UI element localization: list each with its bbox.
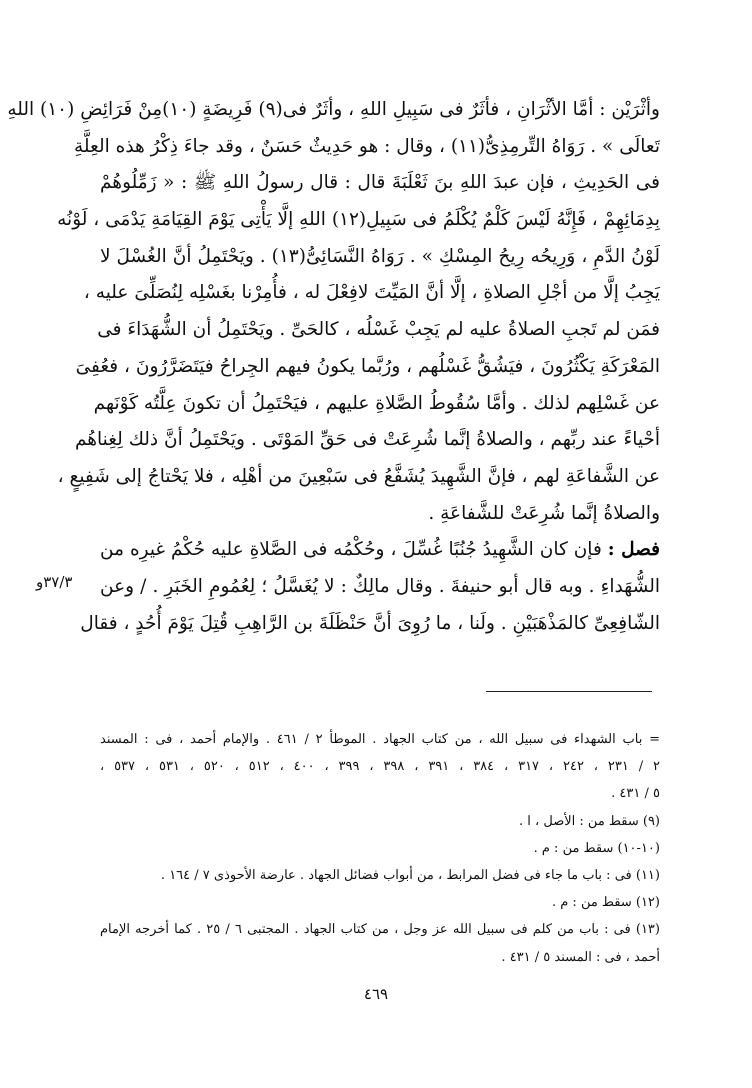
footnote-line: (٩) سقط من : الأصل ، ا . [519, 813, 660, 829]
footnote-line: = باب الشهداء فى سبيل الله ، من كتاب الجهاد . الموطأ ٢ / ٤٦١ . والإمام أحمد ، فى : المسند [100, 732, 660, 747]
manuscript-folio-reference: ٣٧/٣و [36, 573, 73, 591]
text-line: عن غَسْلِهم لذلك . وأمَّا سُقُوطُ الصَّلاةِ عليهم ، فيَحْتَمِلُ أن تكونَ عِلَّتُه كَوْنَهم [93, 392, 660, 414]
text-line: فمَن لم تَجبِ الصلاةُ عليه لم يَجِبْ غَسْلُه ، كالحَىِّ . ويَحْتَمِلُ أن الشُّهَدَاءَ فى [97, 319, 660, 341]
text-line: أحْياءً عند ربِّهم ، والصلاةُ إنَّما شُرِعَتْ فى حَقِّ المَوْتَى . ويَحْتَمِلُ أنَّ ذلك لِغِناهُم [74, 429, 660, 451]
footnote-line: (١٠-١٠) سقط من : م . [533, 840, 660, 856]
text-line: عن الشَّفاعَةِ لهم ، فإنَّ الشَّهِيدَ يُشَفَّعُ فى سَبْعِينَ من أهْلِه ، فلا يَحْتاجُ إلى شَفِيعٍ ، [57, 465, 660, 487]
footnote-line: ٢ / ٢٣١ ، ٢٤٢ ، ٣١٧ ، ٣٨٤ ، ٣٩١ ، ٣٩٨ ، ٣٩٩ ، ٤٠٠ ، ٥١٢ ، ٥٢٠ ، ٥٣١ ، ٥٣٧ ، [100, 759, 660, 775]
footnote-separator [486, 691, 652, 692]
page-number: ٤٦٩ [363, 985, 389, 1003]
section-heading: فصل : [607, 539, 660, 561]
text-line: لَوْنُ الدَّمِ ، وَرِيحُه رِيحُ المِسْكِ » . رَوَاهُ النَّسَائِىُّ(١٣) . ويَحْتَمِلُ أنَّ الغُسْلَ لا [100, 245, 660, 267]
text-line: والصلاةُ إنَّما شُرِعَتْ للشَّفاعَةِ . [428, 502, 660, 524]
text-line: الشّافِعِىِّ كالمَذْهَبَيْنِ . ولَنا ، ما رُوِىَ أنَّ حَنْظَلَةَ بن الرَّاهِبِ قُتِلَ يَوْمَ أُحُدٍ ، فقال [80, 612, 660, 634]
section-first-line-text: فإن كان الشَّهِيدُ جُنُبًا غُسِّلَ ، وحُكْمُه فى الصَّلاةِ عليه حُكْمُ غيرِه من [100, 539, 602, 561]
text-line: تَعالَى » . رَوَاهُ التِّرمِذِىُّ(١١) ، وقال : هو حَدِيثٌ حَسَنٌ ، وقد جاءَ ذِكْرُ هذه العِلَّةِ [74, 135, 660, 157]
footnote-line: (١٣) فى : باب من كلم فى سبيل الله عز وجل ، من كتاب الجهاد . المجتبى ٦ / ٢٥ . كما أخرجه الإمام [100, 922, 660, 938]
text-line: المَعْرَكَةِ يَكْثُرُونَ ، فيَشُقُّ غَسْلُهم ، ورُبَّما يكونُ فيهم الجِراحُ فيَتَضَرَّرُونَ ، فعُفِىَ [75, 355, 660, 377]
text-line: الشُّهَداءِ . وبه قال أبو حنيفةَ . وقال مالِكٌ : لا يُغَسَّلُ ؛ لِعُمُومِ الخَبَرِ . / وعن [100, 575, 660, 597]
text-line: وأثْرَيْن : أمَّا الأثْرَانِ ، فأثَرٌ فى سَبِيلِ اللهِ ، وأثَرٌ فى(٩) فَرِيضَةٍ (١٠)مِنْ فَرَائِضِ (١٠) اللهِ [7, 99, 660, 120]
section-first-line [100, 532, 660, 569]
text-line: فى الحَدِيثِ ، فإن عبدَ اللهِ بنَ ثَعْلَبَةَ قال : قال رسولُ اللهِ ﷺ : « زَمِّلُوهُمْ [100, 172, 660, 194]
footnote-line: أحمد ، فى : المسند ٥ / ٤٣١ . [501, 949, 660, 965]
footnote-line: ٥ / ٤٣١ . [611, 786, 660, 802]
text-line: بِدِمَائِهِمْ ، فَإِنَّهُ لَيْسَ كَلْمٌ يُكْلَمُ فى سَبِيلِ(١٢) اللهِ إلَّا يَأْتِى يَوْمَ القِيَامَةِ يَدْمَى ، لَوْنُه [57, 209, 660, 231]
footnote-line: (١١) فى : باب ما جاء فى فضل المرابط ، من أبواب فضائل الجهاد . عارضة الأحوذى ٧ / ١٦٤ . [160, 867, 660, 883]
footnote-line: (١٢) سقط من : م . [551, 895, 660, 911]
footnotes-block [100, 726, 660, 971]
text-line: يَجِبُ إلَّا من أجْلِ الصلاةِ ، إلَّا أنَّ المَيِّتَ لافِعْلَ له ، فأُمِرْنا بغَسْلِه لِنُصَلِّىَ عليه ، [83, 282, 660, 304]
